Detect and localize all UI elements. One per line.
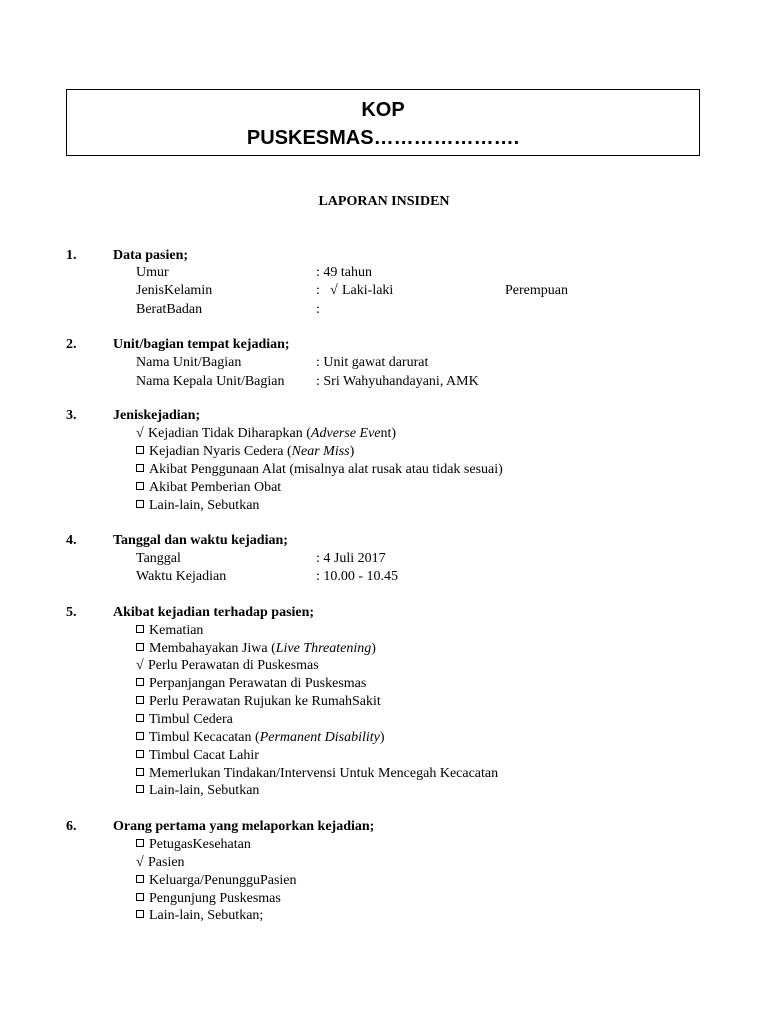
option-text-end: nt) — [380, 426, 397, 441]
tanggal-value: : 4 Juli 2017 — [316, 551, 386, 566]
section-4-heading: Tanggal dan waktu kejadian; — [113, 533, 288, 548]
option-italic-text: Adverse Eve — [310, 426, 381, 441]
option-text: Timbul Cedera — [149, 712, 233, 727]
option-membahayakan-jiwa — [136, 640, 376, 658]
option-near-miss — [136, 443, 354, 461]
tanggal-label: Tanggal — [136, 551, 181, 566]
laki-laki-label: Laki-laki — [342, 283, 394, 298]
checkbox-icon — [136, 625, 144, 633]
umur-label: Umur — [136, 265, 169, 280]
section-5-number: 5. — [66, 605, 77, 620]
checkbox-icon — [136, 678, 144, 686]
option-lain-lain-6 — [136, 907, 263, 925]
option-text: Akibat Pemberian Obat — [149, 480, 282, 495]
check-icon: √ — [136, 855, 144, 870]
option-text: Keluarga/PenungguPasien — [149, 873, 297, 888]
check-icon: √ — [136, 426, 144, 441]
option-text: Kejadian Nyaris Cedera ( — [149, 444, 292, 459]
checkbox-icon — [136, 839, 144, 847]
option-text: Kejadian Tidak Diharapkan ( — [148, 426, 311, 441]
perempuan-label: Perempuan — [505, 283, 568, 298]
waktu-value: : 10.00 - 10.45 — [316, 569, 399, 584]
nama-unit-label: Nama Unit/Bagian — [136, 355, 242, 370]
option-text: Timbul Kecacatan ( — [149, 730, 260, 745]
checkbox-icon — [136, 768, 144, 776]
option-italic-text: Permanent Disability — [259, 730, 380, 745]
option-cacat-lahir — [136, 747, 259, 765]
berat-badan-value: : — [316, 302, 320, 317]
option-text: Lain-lain, Sebutkan — [149, 783, 260, 798]
option-italic-text: Near Miss — [291, 444, 350, 459]
option-pengunjung — [136, 890, 281, 908]
option-timbul-cedera — [136, 711, 233, 729]
section-5-heading: Akibat kejadian terhadap pasien; — [113, 605, 315, 620]
option-text: Perlu Perawatan di Puskesmas — [148, 658, 319, 673]
option-text: PetugasKesehatan — [149, 837, 251, 852]
option-text: Memerlukan Tindakan/Intervensi Untuk Mencegah Kecacatan — [149, 766, 499, 781]
checkbox-icon — [136, 464, 144, 472]
checkbox-icon — [136, 714, 144, 722]
checkbox-icon — [136, 696, 144, 704]
checkbox-icon — [136, 910, 144, 918]
checkbox-icon — [136, 482, 144, 490]
option-text: Timbul Cacat Lahir — [149, 748, 259, 763]
checkbox-icon — [136, 893, 144, 901]
nama-unit-value: : Unit gawat darurat — [316, 355, 429, 370]
section-2-heading: Unit/bagian tempat kejadian; — [113, 337, 290, 352]
section-3-heading: Jeniskejadian; — [113, 408, 201, 423]
option-text: Lain-lain, Sebutkan; — [149, 908, 264, 923]
kepala-unit-value: : Sri Wahyuhandayani, AMK — [316, 374, 479, 389]
section-6-number: 6. — [66, 819, 77, 834]
option-text: Pengunjung Puskesmas — [149, 891, 281, 906]
option-lain-lain — [136, 497, 259, 515]
option-akibat-obat — [136, 479, 281, 497]
option-text: Lain-lain, Sebutkan — [149, 498, 260, 513]
kop-header-box — [66, 89, 700, 156]
checkbox-icon — [136, 785, 144, 793]
option-kematian — [136, 622, 203, 640]
checkbox-icon — [136, 643, 144, 651]
option-petugas — [136, 836, 251, 854]
checkbox-icon — [136, 750, 144, 758]
section-3-number: 3. — [66, 408, 77, 423]
checkbox-icon — [136, 732, 144, 740]
checkbox-icon — [136, 446, 144, 454]
waktu-label: Waktu Kejadian — [136, 569, 227, 584]
option-tindakan — [136, 765, 498, 783]
section-1-heading: Data pasien; — [113, 248, 189, 263]
option-keluarga — [136, 872, 297, 890]
check-icon: √ — [136, 658, 144, 673]
umur-value: : 49 tahun — [316, 265, 372, 280]
option-text: Kematian — [149, 623, 204, 638]
option-text: Akibat Penggunaan Alat (misalnya alat rusak atau tidak sesuai) — [149, 462, 503, 477]
option-italic-text: Live Threatening — [275, 641, 372, 656]
option-lain-lain-5 — [136, 782, 259, 800]
puskesmas-line: PUSKESMAS…………………. — [246, 127, 520, 149]
option-perlu-perawatan — [136, 657, 319, 675]
option-perpanjangan — [136, 675, 366, 693]
option-kecacatan — [136, 729, 385, 747]
kepala-unit-label: Nama Kepala Unit/Bagian — [136, 374, 285, 389]
section-6-heading: Orang pertama yang melaporkan kejadian; — [113, 819, 375, 834]
checkbox-icon — [136, 875, 144, 883]
checkbox-icon — [136, 500, 144, 508]
option-text: Perlu Perawatan Rujukan ke RumahSakit — [149, 694, 381, 709]
laki-laki-option — [330, 282, 393, 300]
section-4-number: 4. — [66, 533, 77, 548]
option-akibat-alat — [136, 461, 503, 479]
option-text-end: ) — [349, 444, 355, 459]
option-text: Membahayakan Jiwa ( — [149, 641, 276, 656]
option-text-end: ) — [371, 641, 376, 656]
jenis-kelamin-colon: : — [316, 283, 320, 298]
berat-badan-label: BeratBadan — [136, 302, 203, 317]
option-text: Perpanjangan Perawatan di Puskesmas — [149, 676, 367, 691]
option-pasien — [136, 854, 185, 872]
section-2-number: 2. — [66, 337, 77, 352]
check-icon: √ — [330, 283, 338, 298]
kop-line: KOP — [361, 99, 405, 121]
section-1-number: 1. — [66, 248, 77, 263]
option-text-end: ) — [379, 730, 385, 745]
jenis-kelamin-label: JenisKelamin — [136, 283, 213, 298]
report-title: LAPORAN INSIDEN — [318, 194, 450, 209]
option-text: Pasien — [148, 855, 185, 870]
option-rujukan — [136, 693, 381, 711]
option-adverse-event — [136, 425, 396, 443]
